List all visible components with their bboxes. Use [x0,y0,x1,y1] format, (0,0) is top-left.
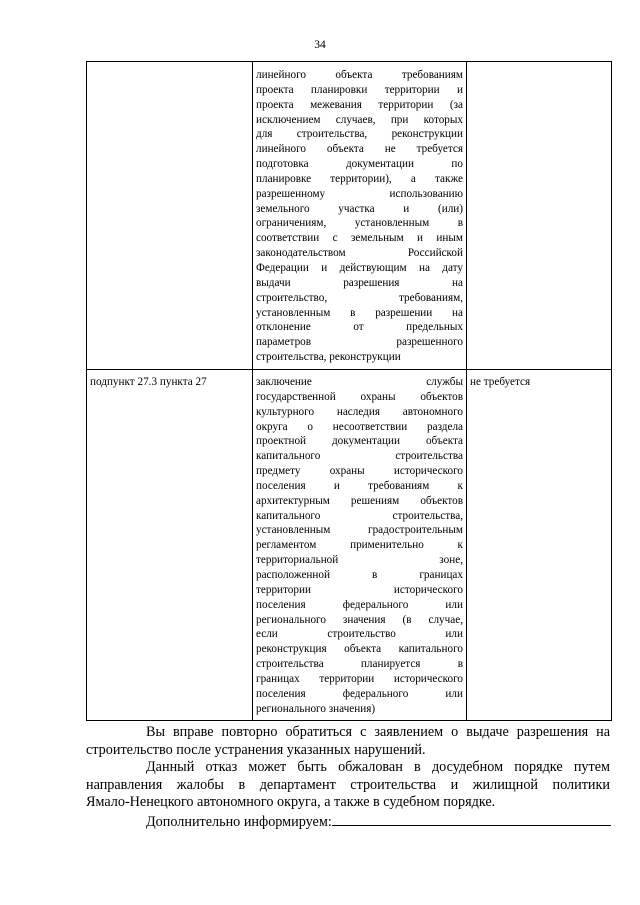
appeal-paragraph [86,759,610,812]
cell-text-line: линейного объекта не требуется [256,143,463,156]
cell-text-line: законодательством Российской [256,247,463,260]
additional-info-blank-line [332,812,611,826]
cell-text-line: территориальной зоне, [256,554,463,567]
reapply-paragraph [86,724,610,759]
cell-text-line: регионального значения (в случае, [256,613,463,626]
cell-text-line: предмету охраны исторического [256,465,463,478]
cell-text-line: параметров разрешенного [256,336,463,349]
cell-text-line: культурного наследия автономного [256,405,463,418]
reapply-line-2: строительство после устранения указанных нарушений. [86,741,426,758]
table-row2-note-cell: не требуется [470,376,531,388]
appeal-line-3: Ямало-Ненецкого автономного округа, а также в судебном порядке. [86,794,496,811]
table-row2-reason-cell [256,375,463,716]
cell-text-line: проекта планировки территории и [256,83,463,96]
additional-info-paragraph [118,812,610,832]
requirements-table [86,61,612,721]
reapply-line-1: Вы вправе повторно обратиться с заявлением о выдаче разрешения на [146,724,610,740]
cell-text-line: разрешенному использованию [256,187,463,200]
cell-text-line: границах территории исторического [256,672,463,685]
cell-text-line: линейного объекта требованиям [256,69,463,81]
cell-text-line: капитального строительства, [256,509,463,522]
table-column-border [252,61,253,721]
cell-text-line: государственной охраны объектов [256,390,463,403]
additional-info-line [118,812,610,832]
cell-text-line: строительства, реконструкции [256,351,401,364]
cell-text-line: проекта межевания территории (за [256,98,463,111]
table-row-border [87,369,611,370]
cell-text-line: проектной документации объекта [256,435,463,448]
cell-text-line: строительства планируется в [256,658,463,671]
cell-text-line: регионального значения) [256,702,376,715]
cell-text-line: расположенной в границах [256,568,463,581]
appeal-line-1: Данный отказ может быть обжалован в досудебном порядке путем [146,759,610,775]
cell-text-line: если строительство или [256,628,463,641]
cell-text-line: поселения и требованиям к [256,479,463,492]
cell-text-line: поселения федерального или [256,598,463,611]
cell-text-line: земельного участка и (или) [256,202,463,215]
table-row-border [87,720,611,721]
cell-text-line: реконструкция объекта капитального [256,643,463,656]
cell-text-line: подготовка документации по [256,158,463,171]
cell-text-line: для строительства, реконструкции [256,128,463,141]
cell-text-line: архитектурным решениям объектов [256,494,463,507]
cell-text-line: ограничениям, установленным в [256,217,463,230]
table-row1-reason-cell [256,68,463,365]
cell-text-line: исключением случаев, при которых [256,113,463,126]
table-column-border [466,61,467,721]
cell-text-line: строительство, требованиям, [256,291,463,304]
cell-text-line: Федерации и действующим на дату [256,261,463,274]
cell-text-line: выдачи разрешения на [256,276,463,289]
cell-text-line: капитального строительства [256,450,463,463]
cell-text-line: округа о несоответствии раздела [256,420,463,433]
cell-text-line: территории исторического [256,583,463,596]
cell-text-line: поселения федерального или [256,687,463,700]
cell-text-line: соответствии с земельным и иным [256,232,463,245]
cell-text-line: отклонение от предельных [256,321,463,334]
table-row2-ground-cell: подпункт 27.3 пункта 27 [90,376,207,388]
additional-info-label: Дополнительно информируем: [146,814,332,830]
page-number: 34 [314,39,326,51]
table-row-border [87,61,611,62]
cell-text-line: регламентом применительно к [256,539,463,552]
cell-text-line: установленным градостроительным [256,524,463,537]
appeal-line-2: направления жалобы в департамент строительства и жилищной политики [86,776,610,793]
cell-text-line: установленным в разрешении на [256,306,463,319]
cell-text-line: заключение службы [256,376,463,388]
cell-text-line: планировке территории), а также [256,172,463,185]
